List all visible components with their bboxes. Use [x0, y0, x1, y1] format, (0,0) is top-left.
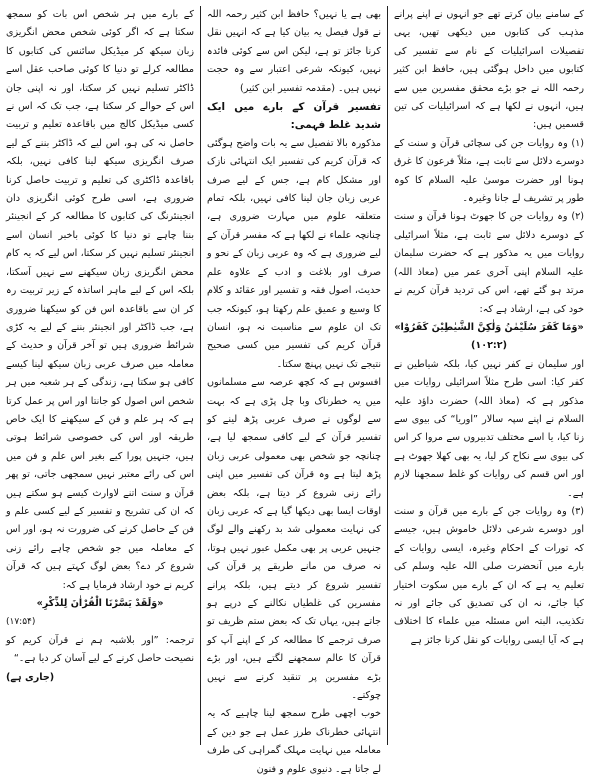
verse-translation: ترجمہ: ”اور بلاشبہ ہم نے قرآن کریم کو نصیحت حاصل کرنے کے لیے آسان کر دیا ہے۔“ — [6, 634, 194, 665]
paragraph: کے بارے میں ہر شخص اس بات کو سمجھ سکتا ہے کہ اگر کوئی شخص محض انگریزی زبان سیکھ کر میڈیکل سائنس کی کتابوں کا مطالعہ کرلے تو دنیا کا کوئی صاحب عقل اسے ڈاکٹر تسلیم نہیں کر سکتا، اور نہ اپنی جان اس کے حوالے کر سکتا ہے، جب تک کہ اس نے کسی میڈیکل کالج میں باقاعدہ تعلیم و تربیت حاصل نہ کی ہو، اس لیے کہ ڈاکٹر بننے کے لیے صرف انگریزی سیکھ لینا کافی نہیں، بلکہ باقاعدہ ڈاکٹری کی تعلیم و تربیت حاصل کرنا ضروری ہے، اسی طرح کوئی انگریزی دان انجینئرنگ کی کتابوں کا مطالعہ کر کے انجینئر بننا چاہے تو دنیا کا کوئی باخبر انسان اسے انجینئر تسلیم نہیں کر سکتا، اس لیے کہ یہ کام محض انگریزی زبان سیکھنے سے نہیں آسکتا، بلکہ اس کے لیے ماہر اساتذہ کے زیر تربیت رہ کر ان سے باقاعدہ اس فن کو سیکھنا ضروری ہے، جب ڈاکٹر اور انجینئر بننے کے لیے یہ کڑی شرائط ضروری ہیں تو آخر قرآن و حدیث کے معاملہ میں صرف عربی زبان سیکھ لینا کیسے کافی ہو سکتا ہے، زندگی کے ہر شعبہ میں ہر شخص اس اصول کو جانتا اور اس پر عمل کرتا ہے کہ ہر علم و فن کے سیکھنے کا ایک خاص طریقہ اور اس کی خصوصی شرائط ہوتی ہیں، جنہیں پورا کیے بغیر اس علم و فن میں اس کی رائے معتبر نہیں سمجھی جاتی، تو پھر قرآن و سنت اتنے لاوارث کیسے ہو سکتے ہیں کہ ان کی تشریح و تفسیر کے لیے کسی علم و فن کے حاصل کرنے کی ضرورت نہ ہو، اور اس کے معاملہ میں جو شخص چاہے رائے زنی شروع کر دے؟ بعض لوگ کہتے ہیں کہ قرآن کریم نے خود ارشاد فرمایا ہے کہ: — [6, 9, 194, 591]
verse-reference: (۱۷:۵۴) — [6, 617, 36, 628]
paragraph: مذکورہ بالا تفصیل سے یہ بات واضح ہوگئی کہ قرآن کریم کی تفسیر ایک انتہائی نازک اور مشکل کام ہے، جس کے لیے صرف عربی زبان جان لینا کافی نہیں، بلکہ تمام متعلقہ علوم میں مہارت ضروری ہے، چنانچہ علماء نے لکھا ہے کہ مفسر قرآن کے لیے ضروری ہے کہ وہ عربی زبان کے نحو و صرف اور بلاغت و ادب کے علاوہ علم حدیث، اصول فقہ و تفسیر اور عقائد و کلام کا وسیع و عمیق علم رکھتا ہو، کیونکہ جب تک ان علوم سے مناسبت نہ ہو، انسان قرآن کریم کی تفسیر میں کسی صحیح نتیجے تک نہیں پہنچ سکتا۔ — [207, 137, 381, 370]
paragraph: (۳) وہ روایات جن کے بارے میں قرآن و سنت اور دوسرے شرعی دلائل خاموش ہیں، جیسے کہ تورات کے احکام وغیرہ، ایسی روایات کے بارے میں آنحضرت صلی اللہ علیہ وسلم کی تعلیم یہ ہے کہ ان کے بارے میں سکوت اختیار کیا جائے، نہ ان کی تصدیق کی جائے اور نہ تکذیب، البتہ اس مسئلہ میں علماء کا اختلاف ہے کہ آیا ایسی روایات کو نقل کرنا جائز ہے — [394, 505, 584, 646]
left-column — [6, 6, 200, 745]
paragraph: (۲) وہ روایات جن کا جھوٹ ہونا قرآن و سنت کے دوسرے دلائل سے ثابت ہے، مثلاً اسرائیلی روایات میں یہ مذکور ہے کہ حضرت سلیمان علیہ السلام اپنی آخری عمر میں (معاذ اللہ) مرتد ہو گئے تھے، اس کی تردید قرآن کریم نے خود کی ہے، ارشاد ہے کہ: — [394, 211, 584, 315]
right-column — [388, 6, 584, 745]
paragraph: (۱) وہ روایات جن کی سچائی قرآن و سنت کے دوسرے دلائل سے ثابت ہے، مثلاً فرعون کا غرق ہونا اور حضرت موسیٰ علیہ السلام کا کوہ طور پر تشریف لے جانا وغیرہ۔ — [394, 137, 584, 205]
quran-verse: «وَمَا کَفَرَ سُلَیْمٰنُ وَلٰکِنَّ الشَّیٰطِیْنَ کَفَرُوْا» (۱۰۲:۲) — [394, 321, 584, 352]
section-heading: تفسیر قرآن کے بارے میں ایک شدید غلط فہمی: — [207, 101, 381, 132]
continued-marker — [6, 669, 194, 687]
paragraph: بھی ہے یا نہیں؟ حافظ ابن کثیر رحمہ اللہ نے قول فیصل یہ بیان کیا ہے کہ انہیں نقل کرنا جائز تو ہے، لیکن اس سے کوئی فائدہ نہیں، کیونکہ شرعی اعتبار سے وہ حجت نہیں ہیں۔ (مقدمہ تفسیر ابن کثیر) — [207, 9, 381, 94]
middle-column — [200, 6, 388, 775]
text-columns — [6, 6, 584, 775]
paragraph: کے سامنے بیان کرتے تھے جو انہوں نے اپنے پرانے مذہب کی کتابوں میں دیکھی تھیں، یہی تفصیلات اسرائیلیات کے نام سے تفسیر کی کتابوں میں داخل ہوگئی ہیں، حافظ ابن کثیر رحمہ اللہ نے جو بڑے محقق مفسرین میں سے ہیں، انہوں نے لکھا ہے کہ اسرائیلیات کی تین قسمیں ہیں: — [394, 9, 584, 131]
paragraph: افسوس ہے کہ کچھ عرصہ سے مسلمانوں میں یہ خطرناک وبا چل پڑی ہے کہ بہت سے لوگوں نے صرف عربی پڑھ لینے کو تفسیر قرآن کے لیے کافی سمجھ لیا ہے، چنانچہ جو شخص بھی معمولی عربی زبان پڑھ لیتا ہے وہ قرآن کی تفسیر میں اپنی رائے زنی شروع کر دیتا ہے، بلکہ بعض اوقات ایسا بھی دیکھا گیا ہے کہ عربی زبان کی نہایت معمولی شد بد رکھنے والے لوگ جنہیں عربی پر بھی مکمل عبور نہیں ہوتا، نہ صرف من مانے طریقے پر قرآن کی تفسیر شروع کر دیتے ہیں، بلکہ پرانے مفسرین کی غلطیاں نکالنے کے درپے ہو جاتے ہیں، یہاں تک کہ بعض ستم ظریف تو صرف ترجمے کا مطالعہ کر کے اپنے آپ کو قرآن کا عالم سمجھنے لگتے ہیں، اور بڑے بڑے مفسرین پر تنقید کرنے سے نہیں چوکتے۔ — [207, 377, 381, 702]
continued-label: (جاری ہے) — [6, 671, 55, 683]
paragraph: خوب اچھی طرح سمجھ لینا چاہیے کہ یہ انتہائی خطرناک طرز عمل ہے جو دین کے معاملہ میں نہایت مہلک گمراہی کی طرف لے جاتا ہے۔ دنیوی علوم و فنون — [207, 708, 381, 775]
paragraph: اور سلیمان نے کفر نہیں کیا، بلکہ شیاطین نے کفر کیا: اسی طرح مثلاً اسرائیلی روایات میں مذکور ہے کہ (معاذ اللہ) حضرت داؤد علیہ السلام نے اپنے سپہ سالار ”اوریا“ کی بیوی سے زنا کیا، یا اسے مختلف تدبیروں سے مروا کر اس کی بیوی سے نکاح کر لیا، یہ بھی کھلا جھوٹ ہے اور اس قسم کی روایات کو غلط سمجھنا لازم ہے۔ — [394, 358, 584, 499]
quran-verse: «وَلَقَدْ یَسَّرْنَا الْقُرْاٰنَ لِلذِّکْرِ» — [36, 598, 164, 609]
